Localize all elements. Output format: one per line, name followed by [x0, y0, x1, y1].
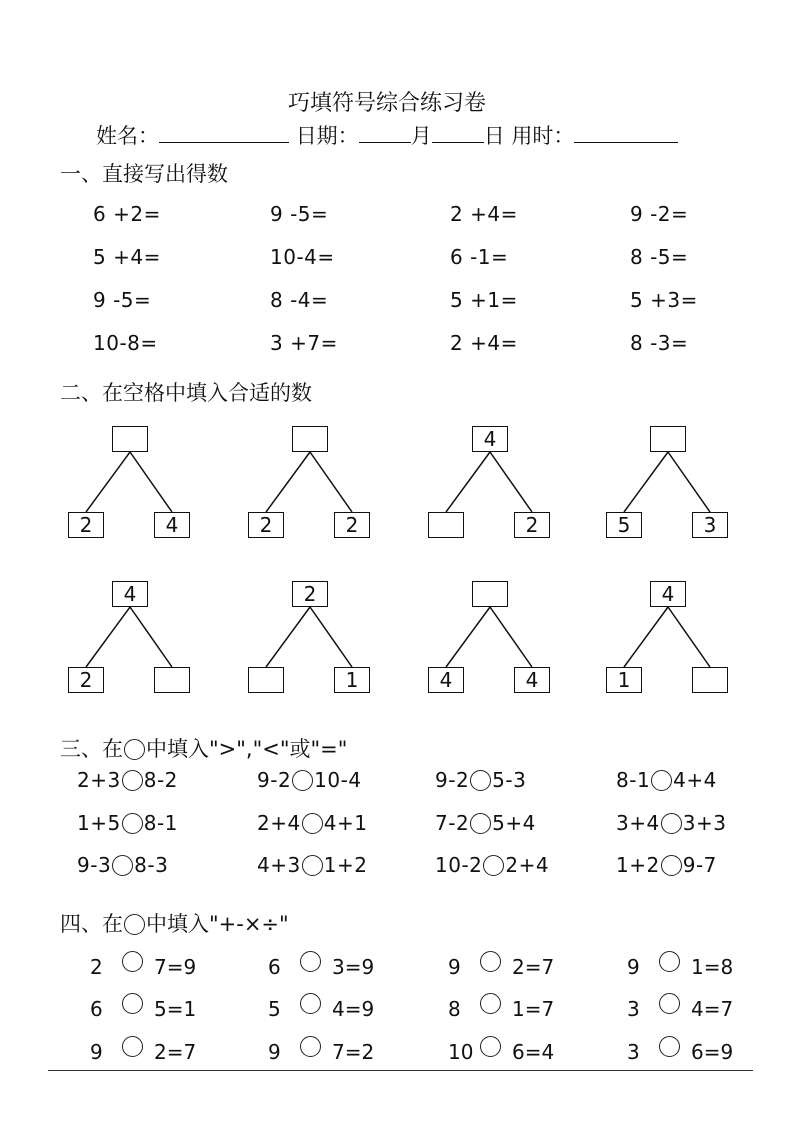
operand: 9: [268, 1040, 281, 1064]
answer-circle[interactable]: [122, 770, 143, 791]
bond-right-box: 4: [514, 667, 550, 693]
name-blank[interactable]: [159, 124, 289, 143]
day-label: 日: [483, 124, 505, 148]
bond-right-box: 1: [334, 667, 370, 693]
section4-heading: [60, 908, 289, 938]
operator-circle[interactable]: [659, 993, 680, 1014]
bond-line: [310, 452, 352, 512]
compare-problem: [435, 811, 536, 835]
operand: 2: [90, 955, 103, 979]
problem[interactable]: 5 +1=: [450, 288, 518, 312]
problem[interactable]: 9 -5=: [270, 202, 329, 226]
bond-right-box: 2: [514, 512, 550, 538]
answer-circle[interactable]: [661, 855, 682, 876]
section3-heading-pre: 三、在: [60, 737, 123, 761]
compare-problem: [616, 853, 717, 877]
bond-line: [490, 452, 532, 512]
bond-line: [266, 452, 310, 512]
bond-line: [310, 607, 352, 667]
compare-right: 10-4: [314, 768, 362, 792]
bond-line: [446, 607, 490, 667]
operand: 6: [268, 955, 281, 979]
answer-circle[interactable]: [470, 770, 491, 791]
month-label: 月: [410, 124, 432, 148]
bond-left-box: 4: [428, 667, 464, 693]
problem[interactable]: 9 -2=: [630, 202, 689, 226]
bond-right-box: 4: [154, 512, 190, 538]
problem[interactable]: 10-8=: [93, 331, 158, 355]
section1-heading: 一、直接写出得数: [60, 162, 228, 186]
problem[interactable]: 2 +4=: [450, 202, 518, 226]
bond-line: [668, 452, 710, 512]
problem[interactable]: 8 -4=: [270, 288, 329, 312]
answer-circle[interactable]: [292, 770, 313, 791]
compare-right: 8-3: [134, 853, 169, 877]
operand: 6: [90, 997, 103, 1021]
bond-line: [624, 452, 668, 512]
section4-heading-pre: 四、在: [60, 912, 123, 936]
compare-right: 9-7: [682, 853, 717, 877]
result: 1=7: [512, 997, 555, 1021]
number-bond: [428, 426, 558, 546]
answer-circle[interactable]: [470, 813, 491, 834]
time-label: 用时：: [511, 124, 575, 148]
result: 7=2: [332, 1040, 375, 1064]
bond-right-box: 3: [692, 512, 728, 538]
bond-left-box[interactable]: [248, 667, 284, 693]
compare-problem: [77, 853, 168, 877]
answer-circle[interactable]: [302, 855, 323, 876]
result: 2=7: [154, 1040, 197, 1064]
result: 6=4: [512, 1040, 555, 1064]
problem[interactable]: 6 -1=: [450, 245, 509, 269]
info-line: [96, 120, 678, 150]
compare-problem: [257, 811, 367, 835]
operand: 3: [627, 997, 640, 1021]
result: 2=7: [512, 955, 555, 979]
time-blank[interactable]: [574, 124, 678, 143]
compare-left: 2+3: [77, 768, 121, 792]
compare-left: 4+3: [257, 853, 301, 877]
compare-right: 1+2: [323, 853, 368, 877]
operator-circle[interactable]: [659, 951, 680, 972]
bond-top-box[interactable]: [650, 426, 686, 452]
result: 7=9: [154, 955, 197, 979]
bond-line: [266, 607, 310, 667]
bond-left-box: 1: [606, 667, 642, 693]
bond-top-box[interactable]: [112, 426, 148, 452]
result: 5=1: [154, 997, 197, 1021]
bond-top-box[interactable]: [292, 426, 328, 452]
result: 4=7: [691, 997, 734, 1021]
section3-heading-post: 中填入">","<"或"=": [146, 737, 348, 761]
operand: 10: [448, 1040, 474, 1064]
bond-line: [86, 452, 130, 512]
number-bond: [248, 426, 378, 546]
bond-top-box: 2: [292, 581, 328, 607]
number-bond: [606, 426, 736, 546]
operator-circle[interactable]: [300, 993, 321, 1014]
compare-problem: [435, 768, 526, 792]
compare-right: 8-1: [143, 811, 178, 835]
problem[interactable]: 8 -3=: [630, 331, 689, 355]
bond-top-box: 4: [650, 581, 686, 607]
compare-left: 9-2: [257, 768, 292, 792]
answer-circle[interactable]: [661, 813, 682, 834]
circle-icon: [124, 739, 145, 760]
number-bond: [428, 581, 558, 701]
compare-left: 1+5: [77, 811, 121, 835]
operand: 9: [90, 1040, 103, 1064]
operator-circle[interactable]: [480, 993, 501, 1014]
section2-heading: 二、在空格中填入合适的数: [60, 381, 312, 405]
bond-line: [668, 607, 710, 667]
date-label: 日期：: [295, 124, 359, 148]
number-bond: [68, 426, 198, 546]
compare-problem: [77, 811, 178, 835]
number-bond: [248, 581, 378, 701]
compare-problem: [257, 853, 367, 877]
compare-problem: [616, 768, 717, 792]
compare-left: 9-3: [77, 853, 112, 877]
answer-circle[interactable]: [302, 813, 323, 834]
problem[interactable]: 6 +2=: [93, 202, 161, 226]
compare-problem: [77, 768, 178, 792]
bond-top-box: 4: [112, 581, 148, 607]
operator-circle[interactable]: [122, 951, 143, 972]
bond-right-box[interactable]: [692, 667, 728, 693]
compare-right: 4+1: [323, 811, 368, 835]
bond-line: [490, 607, 532, 667]
compare-right: 5-3: [492, 768, 527, 792]
compare-problem: [435, 853, 549, 877]
result: 4=9: [332, 997, 375, 1021]
number-bond: [68, 581, 198, 701]
answer-circle[interactable]: [483, 855, 504, 876]
bond-top-box[interactable]: [472, 581, 508, 607]
compare-problem: [257, 768, 362, 792]
compare-left: 7-2: [435, 811, 470, 835]
compare-right: 5+4: [492, 811, 536, 835]
answer-circle[interactable]: [651, 770, 672, 791]
compare-left: 8-1: [616, 768, 651, 792]
compare-right: 8-2: [143, 768, 178, 792]
bond-left-box: 5: [606, 512, 642, 538]
answer-circle[interactable]: [112, 855, 133, 876]
bond-line: [446, 452, 490, 512]
bond-right-box: 2: [334, 512, 370, 538]
operator-circle[interactable]: [300, 951, 321, 972]
name-label: 姓名：: [96, 124, 159, 148]
day-blank[interactable]: [432, 124, 484, 143]
operand: 9: [627, 955, 640, 979]
compare-problem: [616, 811, 726, 835]
problem[interactable]: 8 -5=: [630, 245, 689, 269]
bottom-rule: [48, 1070, 753, 1071]
bond-line: [86, 607, 130, 667]
result: 1=8: [691, 955, 734, 979]
operator-circle[interactable]: [659, 1036, 680, 1057]
problem[interactable]: 9 -5=: [93, 288, 152, 312]
answer-circle[interactable]: [122, 813, 143, 834]
result: 6=9: [691, 1040, 734, 1064]
operand: 3: [627, 1040, 640, 1064]
operand: 9: [448, 955, 461, 979]
bond-top-box: 4: [472, 426, 508, 452]
problem[interactable]: 10-4=: [270, 245, 335, 269]
bond-left-box: 2: [248, 512, 284, 538]
number-bond: [606, 581, 736, 701]
bond-line: [130, 452, 172, 512]
operand: 8: [448, 997, 461, 1021]
compare-left: 2+4: [257, 811, 301, 835]
problem[interactable]: 5 +3=: [630, 288, 698, 312]
bond-left-box: 2: [68, 512, 104, 538]
problem[interactable]: 2 +4=: [450, 331, 518, 355]
bond-left-box[interactable]: [428, 512, 464, 538]
bond-line: [130, 607, 172, 667]
problem[interactable]: 3 +7=: [270, 331, 338, 355]
compare-right: 3+3: [682, 811, 727, 835]
compare-right: 2+4: [505, 853, 550, 877]
operator-circle[interactable]: [480, 1036, 501, 1057]
month-blank[interactable]: [359, 124, 411, 143]
compare-right: 4+4: [673, 768, 717, 792]
section3-heading: [60, 733, 347, 763]
operand: 5: [268, 997, 281, 1021]
section4-heading-post: 中填入"+-×÷": [146, 912, 289, 936]
operator-circle[interactable]: [122, 1036, 143, 1057]
compare-left: 9-2: [435, 768, 470, 792]
problem[interactable]: 5 +4=: [93, 245, 161, 269]
compare-left: 1+2: [616, 853, 660, 877]
compare-left: 10-2: [435, 853, 483, 877]
bond-left-box: 2: [68, 667, 104, 693]
compare-left: 3+4: [616, 811, 660, 835]
result: 3=9: [332, 955, 375, 979]
page-title: 巧填符号综合练习卷: [288, 91, 487, 116]
bond-line: [624, 607, 668, 667]
bond-right-box[interactable]: [154, 667, 190, 693]
operator-circle[interactable]: [300, 1036, 321, 1057]
operator-circle[interactable]: [122, 993, 143, 1014]
circle-icon: [124, 914, 145, 935]
operator-circle[interactable]: [480, 951, 501, 972]
